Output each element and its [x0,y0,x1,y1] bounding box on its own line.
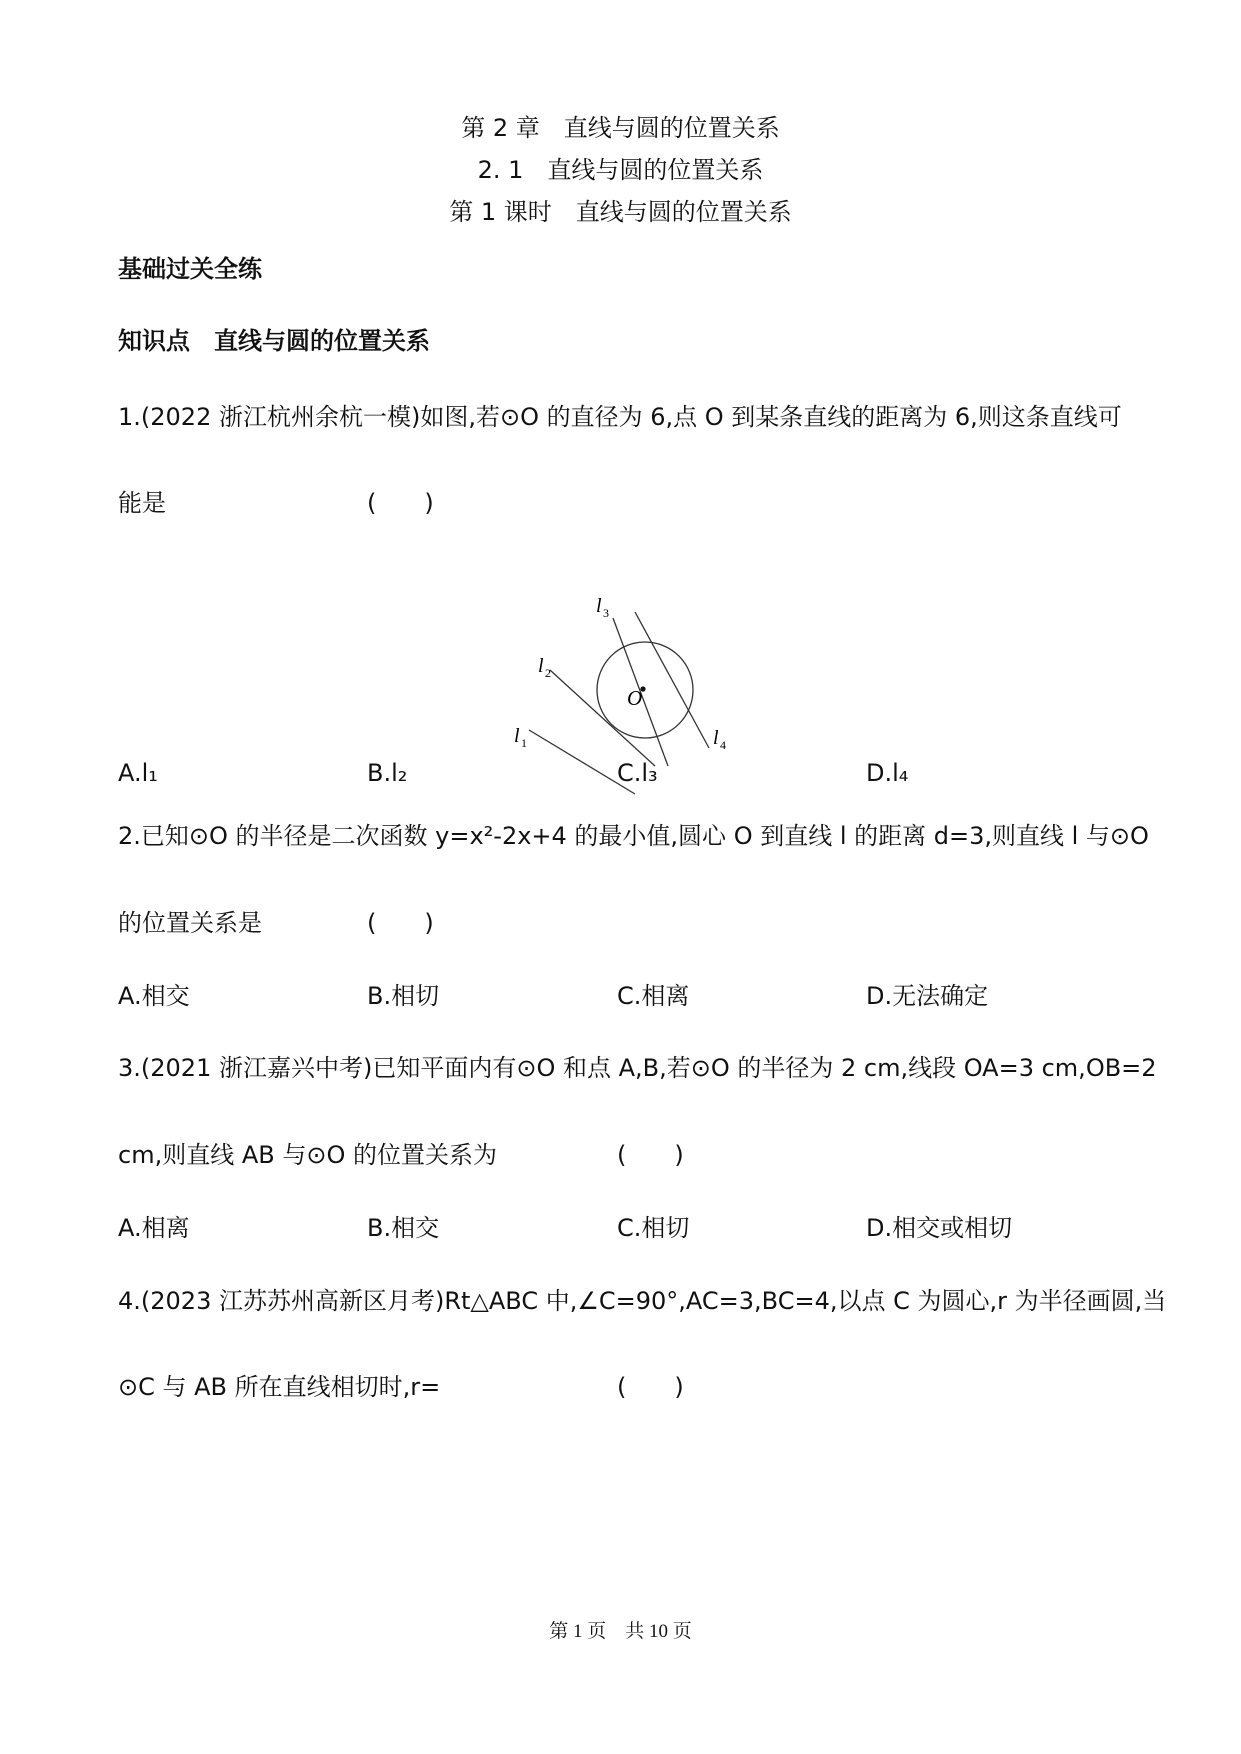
q2-option-d: D.无法确定 [866,982,989,1010]
question-4-line-1: 4.(2023 江苏苏州高新区月考)Rt△ABC 中,∠C=90°,AC=3,BC=4,以点 C 为圆心,r 为半径画圆,当 [118,1287,1167,1315]
q2-option-c: C.相离 [617,982,690,1010]
question-4-line-2: ⊙C 与 AB 所在直线相切时,r= [118,1373,441,1401]
knowledge-heading: 知识点 直线与圆的位置关系 [118,327,430,355]
circle-lines-figure [490,594,740,814]
question-1-line-2: 能是 [118,489,166,517]
question-4-answer-blank: ( ) [617,1373,684,1401]
center-label-o: O [627,686,643,710]
line-l4 [635,612,709,748]
q2-option-b: B.相切 [367,982,440,1010]
question-2-line-2: 的位置关系是 [118,909,262,937]
question-2-line-1: 2.已知⊙O 的半径是二次函数 y=x²-2x+4 的最小值,圆心 O 到直线 l 的距离 d=3,则直线 l 与⊙O [118,822,1149,850]
label-l3: l [596,595,602,617]
section-title: 2. 1 直线与圆的位置关系 [477,156,764,184]
q3-option-a: A.相离 [118,1214,190,1242]
subscript-l3: 3 [603,606,609,620]
subscript-l1: 1 [521,736,527,750]
label-l2: l [538,655,544,677]
q2-option-a: A.相交 [118,982,190,1010]
q1-option-a: A.l₁ [118,759,158,787]
question-3-line-1: 3.(2021 浙江嘉兴中考)已知平面内有⊙O 和点 A,B,若⊙O 的半径为 2 cm,线段 OA=3 cm,OB=2 [118,1054,1157,1082]
subscript-l2: 2 [545,666,551,680]
question-1-line-1: 1.(2022 浙江杭州余杭一模)如图,若⊙O 的直径为 6,点 O 到某条直线的距离为 6,则这条直线可 [118,403,1122,431]
practice-heading: 基础过关全练 [118,255,262,283]
subscript-l4: 4 [720,738,726,752]
q3-option-b: B.相交 [367,1214,440,1242]
question-3-answer-blank: ( ) [617,1141,684,1169]
q1-option-d: D.l₄ [866,759,909,787]
question-2-answer-blank: ( ) [367,909,434,937]
q1-option-c: C.l₃ [617,759,658,787]
q3-option-d: D.相交或相切 [866,1214,1013,1242]
q1-option-b: B.l₂ [367,759,408,787]
label-l4: l [713,727,719,749]
q3-option-c: C.相切 [617,1214,690,1242]
chapter-title: 第 2 章 直线与圆的位置关系 [461,114,780,142]
question-3-line-2: cm,则直线 AB 与⊙O 的位置关系为 [118,1141,497,1169]
lesson-title: 第 1 课时 直线与圆的位置关系 [449,198,792,226]
question-1-answer-blank: ( ) [367,489,434,517]
page-footer: 第 1 页 共 10 页 [549,1621,692,1642]
label-l1: l [514,725,520,747]
